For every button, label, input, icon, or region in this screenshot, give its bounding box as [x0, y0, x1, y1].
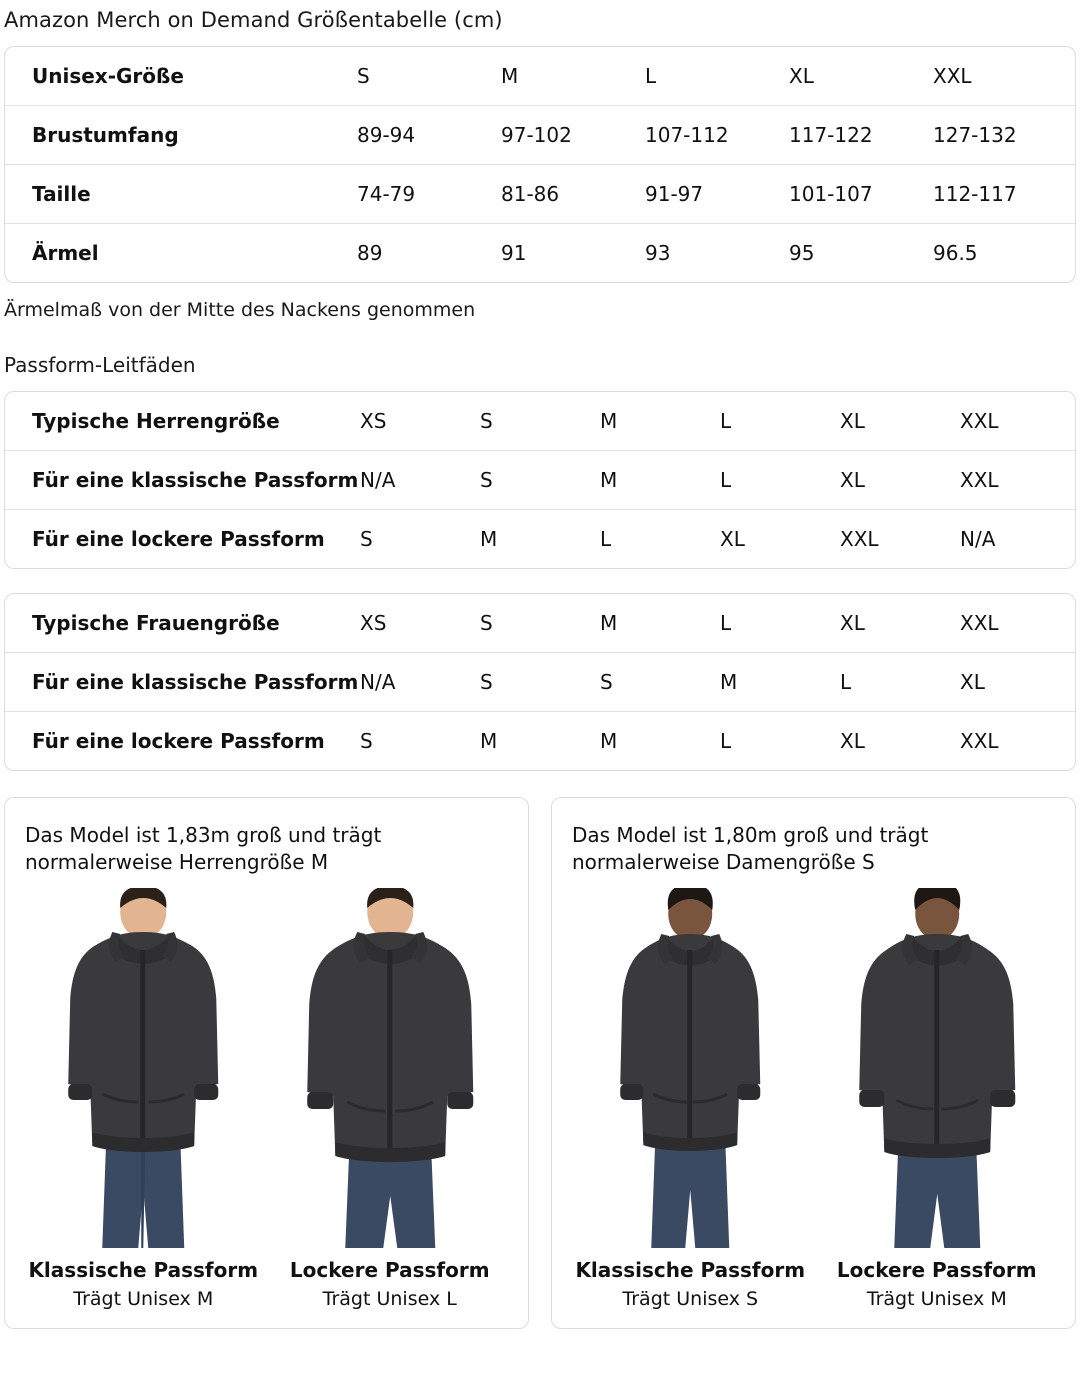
cell: 112-117: [933, 165, 1076, 224]
cell: M: [480, 712, 600, 771]
row-label: Für eine klassische Passform: [5, 451, 360, 510]
cell: XXL: [960, 712, 1076, 771]
cell: L: [720, 451, 840, 510]
cell: L: [720, 611, 732, 635]
cell: 93: [645, 224, 789, 283]
table-row: [5, 165, 1076, 224]
cell: XXL: [960, 611, 999, 635]
cell: XL: [840, 712, 960, 771]
cell: 127-132: [933, 106, 1076, 165]
table-row: [5, 451, 1076, 510]
row-label: Typische Herrengröße: [32, 409, 280, 433]
row-label: Brustumfang: [5, 106, 357, 165]
female-model-classic-fit-hoodie: [572, 888, 809, 1248]
size-table-card: [4, 46, 1076, 283]
male-model-relaxed-fit-hoodie: [272, 888, 509, 1248]
cell: XL: [840, 451, 960, 510]
male-model-classic-fit-hoodie: [25, 888, 262, 1248]
cell: S: [360, 712, 480, 771]
cell: 91-97: [645, 165, 789, 224]
figure-row: [25, 888, 508, 1310]
female-model-card: [551, 797, 1076, 1329]
cell: 89-94: [357, 106, 501, 165]
cell: 74-79: [357, 165, 501, 224]
cell: N/A: [360, 653, 480, 712]
cell: 101-107: [789, 165, 933, 224]
cell: XS: [360, 611, 387, 635]
mens-fit-table: [5, 392, 1076, 568]
male-model-card: [4, 797, 529, 1329]
figure-female-classic: [572, 888, 809, 1310]
row-label: Für eine lockere Passform: [5, 510, 360, 569]
row-label: Typische Frauengröße: [32, 611, 280, 635]
model-cards: [4, 797, 1076, 1329]
figure-subtitle: Trägt Unisex M: [866, 1288, 1007, 1310]
cell: XL: [789, 64, 814, 88]
cell: L: [720, 409, 732, 433]
cell: XXL: [960, 409, 999, 433]
cell: XL: [840, 409, 865, 433]
figure-male-relaxed: [272, 888, 509, 1310]
figure-title: Lockere Passform: [289, 1258, 490, 1282]
figure-female-relaxed: [819, 888, 1056, 1310]
cell: XL: [960, 653, 1076, 712]
cell: L: [720, 712, 840, 771]
cell: 96.5: [933, 224, 1076, 283]
female-model-relaxed-fit-hoodie: [819, 888, 1056, 1248]
cell: XXL: [933, 64, 972, 88]
mens-fit-table-card: [4, 391, 1076, 569]
cell: 91: [501, 224, 645, 283]
cell: S: [600, 653, 720, 712]
cell: S: [480, 611, 493, 635]
figure-title: Lockere Passform: [836, 1258, 1037, 1282]
figure-male-classic: [25, 888, 262, 1310]
cell: L: [645, 64, 657, 88]
cell: L: [600, 510, 720, 569]
cell: S: [480, 409, 493, 433]
table-row: [5, 653, 1076, 712]
table-row: [5, 47, 1076, 106]
cell: 81-86: [501, 165, 645, 224]
table-row: [5, 392, 1076, 451]
figure-subtitle: Trägt Unisex L: [322, 1288, 457, 1310]
cell: 117-122: [789, 106, 933, 165]
cell: N/A: [360, 451, 480, 510]
cell: M: [480, 510, 600, 569]
figure-title: Klassische Passform: [28, 1258, 259, 1282]
cell: 107-112: [645, 106, 789, 165]
figure-subtitle: Trägt Unisex S: [622, 1288, 759, 1310]
table-row: [5, 510, 1076, 569]
row-label: Unisex-Größe: [32, 64, 184, 88]
sleeve-note: Ärmelmaß von der Mitte des Nackens genommen: [4, 299, 476, 321]
cell: M: [720, 653, 840, 712]
cell: N/A: [960, 510, 1076, 569]
cell: L: [840, 653, 960, 712]
table-row: [5, 106, 1076, 165]
cell: S: [480, 451, 600, 510]
womens-fit-table: [5, 594, 1076, 770]
cell: M: [600, 712, 720, 771]
row-label: Ärmel: [5, 224, 357, 283]
cell: S: [360, 510, 480, 569]
model-caption: Das Model ist 1,80m groß und trägt normalerweise Damengröße S: [572, 823, 929, 874]
cell: S: [357, 64, 370, 88]
row-label: Für eine klassische Passform: [5, 653, 360, 712]
cell: XL: [720, 510, 840, 569]
cell: XXL: [840, 510, 960, 569]
fit-guides-title: Passform-Leitfäden: [4, 353, 196, 377]
table-row: [5, 712, 1076, 771]
cell: XL: [840, 611, 865, 635]
cell: M: [600, 451, 720, 510]
cell: S: [480, 653, 600, 712]
table-row: [5, 224, 1076, 283]
cell: 89: [357, 224, 501, 283]
figure-subtitle: Trägt Unisex M: [73, 1288, 214, 1310]
table-row: [5, 594, 1076, 653]
cell: XS: [360, 409, 387, 433]
model-caption: Das Model ist 1,83m groß und trägt normalerweise Herrengröße M: [25, 823, 382, 874]
cell: 95: [789, 224, 933, 283]
cell: M: [600, 611, 618, 635]
figure-row: [572, 888, 1055, 1310]
womens-fit-table-card: [4, 593, 1076, 771]
page-title: Amazon Merch on Demand Größentabelle (cm): [4, 8, 503, 32]
cell: M: [501, 64, 519, 88]
cell: M: [600, 409, 618, 433]
row-label: Taille: [5, 165, 357, 224]
cell: 97-102: [501, 106, 645, 165]
row-label: Für eine lockere Passform: [5, 712, 360, 771]
figure-title: Klassische Passform: [575, 1258, 806, 1282]
spacer: [0, 569, 1080, 593]
size-table: [5, 47, 1076, 282]
cell: XXL: [960, 451, 1076, 510]
